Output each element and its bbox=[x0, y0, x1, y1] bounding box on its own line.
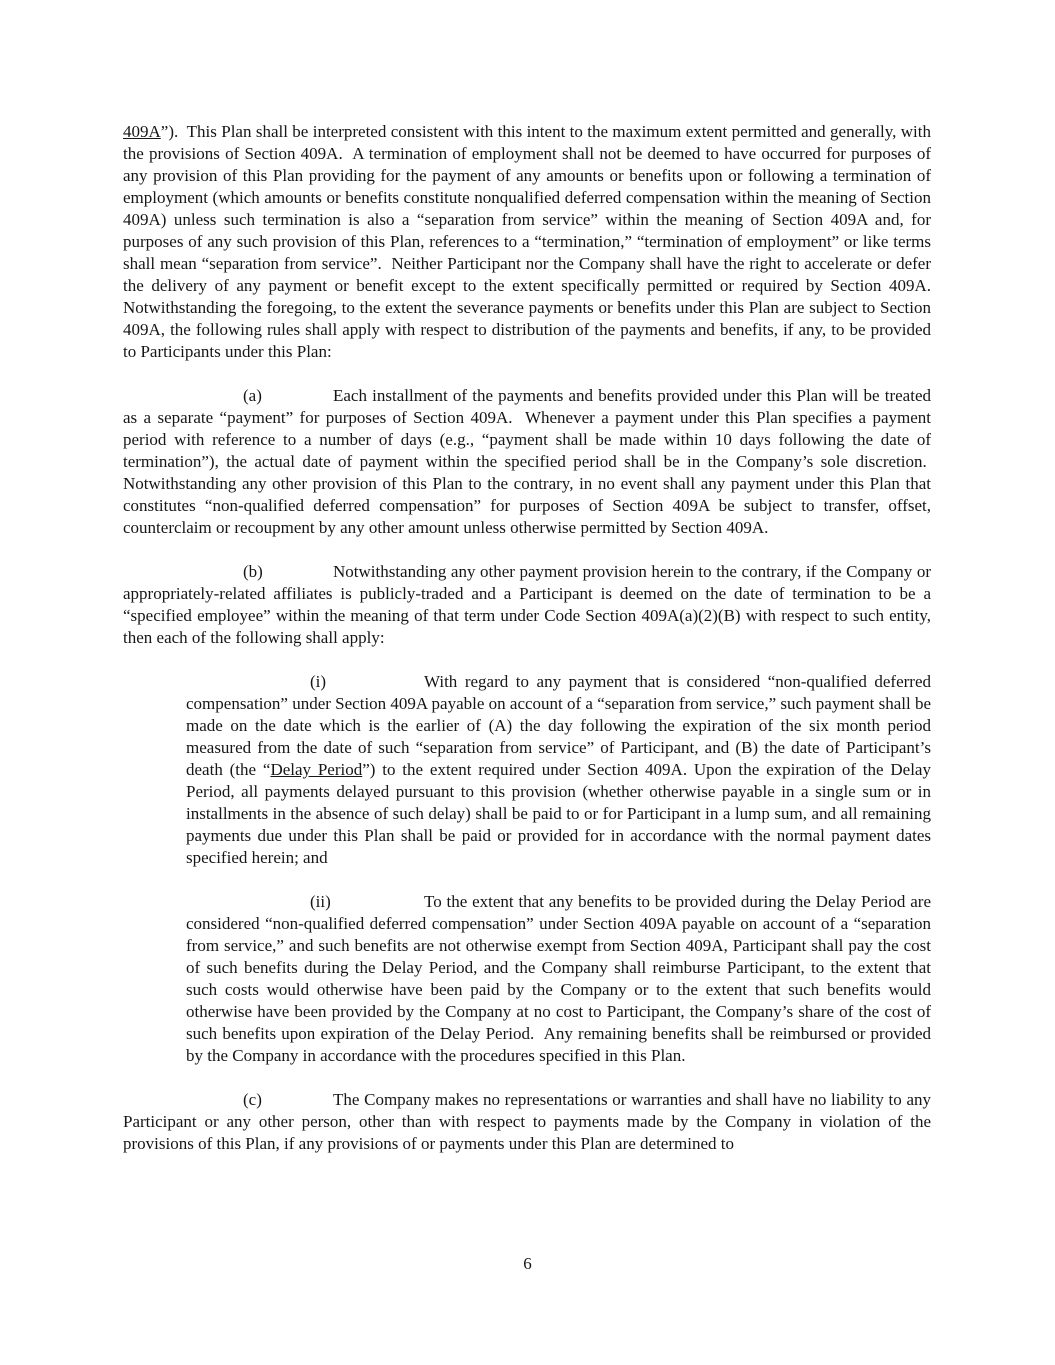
paragraph-c bbox=[123, 1089, 931, 1155]
paragraph-a-text: Each installment of the payments and benefits provided under this Plan will be treated as a separate “payment” for purposes of Section 409A. Whenever a payment under this Plan specifies a payment period with reference to a number of days (e.g., “payment shall be made within 10 days following the date of termination”), the actual date of payment within the specified period shall be in the Company’s sole discretion. Notwithstanding any other provision of this Plan to the contrary, in no event shall any payment under this Plan that constitutes “non-qualified deferred compensation” for purposes of Section 409A be subject to transfer, offset, counterclaim or recoupment by any other amount unless otherwise permitted by Section 409A. bbox=[123, 386, 931, 537]
paragraph-i bbox=[186, 671, 931, 869]
intro-underlined-term: 409A bbox=[123, 122, 161, 141]
paragraph-i-label: (i) bbox=[310, 672, 327, 691]
paragraph-ii-label: (ii) bbox=[310, 892, 331, 911]
delay-period-defined-term: Delay Period bbox=[270, 760, 363, 779]
paragraph-c-text: The Company makes no representations or warranties and shall have no liability to any Participant or any other person, other than with respect to payments made by the Company in violation of the provisions of this Plan, if any provisions of or payments under this Plan are determined to bbox=[123, 1090, 931, 1153]
paragraph-ii-text: To the extent that any benefits to be provided during the Delay Period are considered “non-qualified deferred compensation” under Section 409A payable on account of a “separation from service,” and such benefits are not otherwise exempt from Section 409A, Participant shall pay the cost of such benefits during the Delay Period, and the Company shall reimburse Participant, to the extent that such costs would otherwise have been paid by the Company or to the extent that such benefits would otherwise have been provided by the Company at no cost to Participant, the Company’s share of the cost of such benefits upon expiration of the Delay Period. Any remaining benefits shall be reimbursed or provided by the Company in accordance with the procedures specified in this Plan. bbox=[186, 892, 931, 1065]
paragraph-i-text-before: With regard to any payment that is considered “non-qualified deferred compensation” under Section 409A payable on account of a “separation from service,” such payment shall be made on the date which is the earlier of (A) the day following the expiration of the six month period measured from the date of such “separation from service” of Participant, and (B) the date of Participant’s death (the “ bbox=[186, 672, 931, 779]
paragraph-b bbox=[123, 561, 931, 649]
paragraph-b-label: (b) bbox=[243, 562, 263, 581]
paragraph-c-label: (c) bbox=[243, 1090, 262, 1109]
document-content bbox=[123, 121, 931, 1155]
paragraph-intro bbox=[123, 121, 931, 363]
paragraph-a bbox=[123, 385, 931, 539]
paragraph-a-label: (a) bbox=[243, 386, 262, 405]
intro-text: ”). This Plan shall be interpreted consistent with this intent to the maximum extent permitted and generally, with the provisions of Section 409A. A termination of employment shall not be deemed to have occurred for purposes of any provision of this Plan providing for the payment of any amounts or benefits upon or following a termination of employment (which amounts or benefits constitute nonqualified deferred compensation within the meaning of Section 409A) unless such termination is also a “separation from service” within the meaning of Section 409A and, for purposes of any such provision of this Plan, references to a “termination,” “termination of employment” or like terms shall mean “separation from service”. Neither Participant nor the Company shall have the right to accelerate or defer the delivery of any payment or benefit except to the extent specifically permitted or required by Section 409A. Notwithstanding the foregoing, to the extent the severance payments or benefits under this Plan are subject to Section 409A, the following rules shall apply with respect to distribution of the payments and benefits, if any, to be provided to Participants under this Plan: bbox=[123, 122, 931, 361]
paragraph-ii bbox=[186, 891, 931, 1067]
paragraph-i-text-after: ”) to the extent required under Section 409A. Upon the expiration of the Delay Period, all payments delayed pursuant to this provision (whether otherwise payable in a single sum or in installments in the absence of such delay) shall be paid to or for Participant in a lump sum, and all remaining payments due under this Plan shall be paid or provided for in accordance with the normal payment dates specified herein; and bbox=[186, 760, 931, 867]
paragraph-b-text: Notwithstanding any other payment provision herein to the contrary, if the Company or appropriately-related affiliates is publicly-traded and a Participant is deemed on the date of termination to be a “specified employee” within the meaning of that term under Code Section 409A(a)(2)(B) with respect to such entity, then each of the following shall apply: bbox=[123, 562, 931, 647]
page-number: 6 bbox=[523, 1254, 532, 1273]
